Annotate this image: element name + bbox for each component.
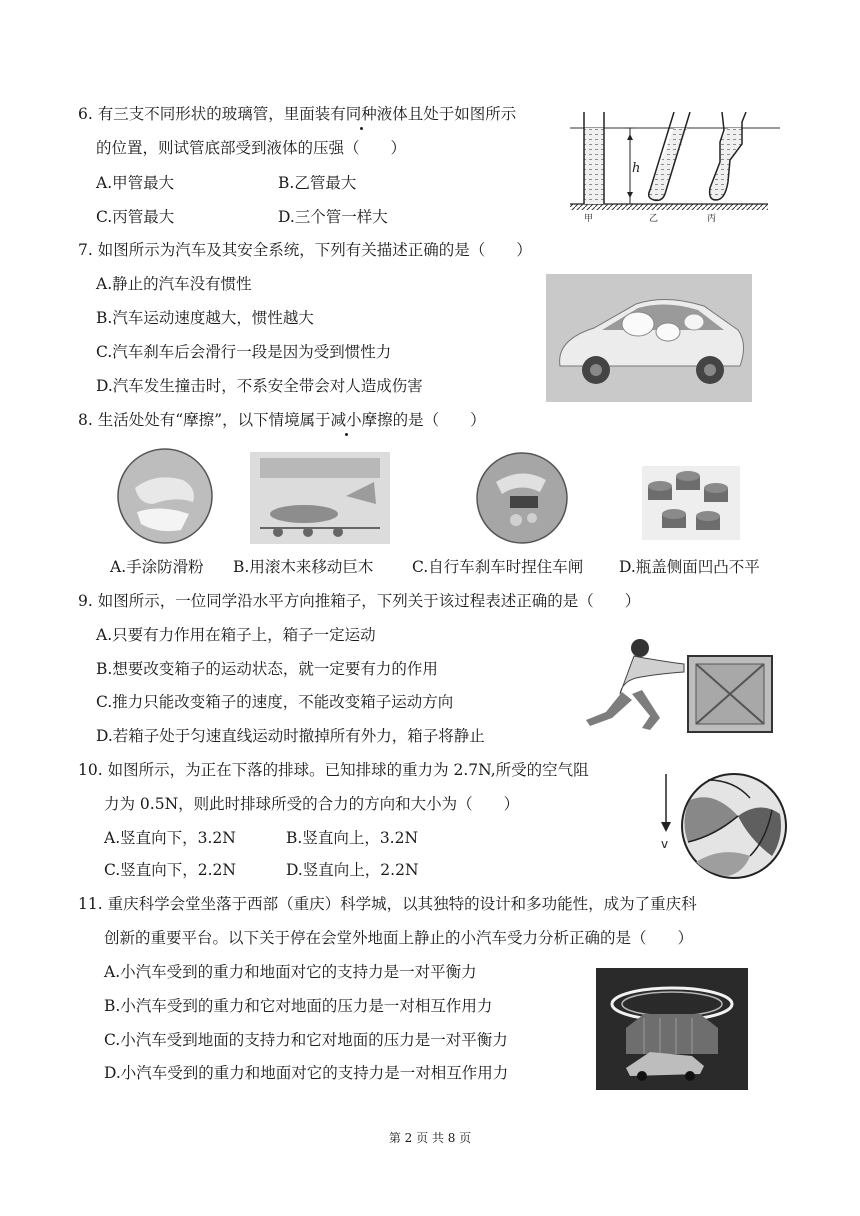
hand-powder-photo bbox=[117, 448, 213, 544]
q9-option-d[interactable]: D.若箱子处于匀速直线运动时撤掉所有外力，箱子将静止 bbox=[96, 727, 485, 745]
q8-option-b[interactable]: B.用滚木来移动巨木 bbox=[233, 558, 374, 576]
science-hall-photo bbox=[596, 968, 748, 1090]
falling-volleyball-figure bbox=[652, 770, 790, 882]
q6-emphasis: 同种 bbox=[345, 105, 377, 123]
q9-option-b[interactable]: B.想要改变箱子的运动状态，就一定要有力的作用 bbox=[96, 660, 438, 678]
q7-stem: 7. 如图所示为汽车及其安全系统，下列有关描述正确的是（ ） bbox=[78, 241, 532, 259]
glass-tubes-figure bbox=[570, 112, 780, 224]
tube-label-bing: 丙 bbox=[707, 214, 717, 224]
q8-option-d[interactable]: D.瓶盖侧面凹凸不平 bbox=[619, 558, 760, 576]
q10-stem-line1: 10. 如图所示，为正在下落的排球。已知排球的重力为 2.7N,所受的空气阻 bbox=[78, 761, 589, 779]
tube-label-jia: 甲 bbox=[584, 214, 594, 224]
q8-emphasis: 减小 bbox=[330, 411, 362, 429]
q11-stem-line2: 创新的重要平台。以下关于停在会堂外地面上静止的小汽车受力分析正确的是（ ） bbox=[104, 929, 694, 947]
q7-option-d[interactable]: D.汽车发生撞击时，不系安全带会对人造成伤害 bbox=[96, 377, 423, 395]
q6-option-b[interactable]: B.乙管最大 bbox=[278, 174, 357, 192]
q11-option-a[interactable]: A.小汽车受到的重力和地面对它的支持力是一对平衡力 bbox=[104, 963, 477, 981]
q7-option-a[interactable]: A.静止的汽车没有惯性 bbox=[96, 275, 252, 293]
q10-option-a[interactable]: A.竖直向下，3.2N bbox=[104, 829, 236, 847]
pushing-box-illustration bbox=[576, 628, 776, 736]
q6-option-d[interactable]: D.三个管一样大 bbox=[278, 208, 388, 226]
bottle-caps-photo bbox=[642, 466, 740, 540]
q6-option-c[interactable]: C.丙管最大 bbox=[96, 208, 175, 226]
q6-stem-line1: 6. 有三支不同形状的玻璃管，里面装有同种液体且处于如图所示 bbox=[78, 105, 517, 123]
q9-option-c[interactable]: C.推力只能改变箱子的速度，不能改变箱子运动方向 bbox=[96, 693, 454, 711]
q8-option-c[interactable]: C.自行车刹车时捏住车闸 bbox=[412, 558, 584, 576]
q10-stem-line2: 力为 0.5N，则此时排球所受的合力的方向和大小为（ ） bbox=[104, 795, 520, 813]
height-label: h bbox=[632, 161, 641, 176]
q10-option-c[interactable]: C.竖直向下，2.2N bbox=[104, 861, 236, 879]
velocity-label: v bbox=[661, 837, 669, 851]
q6-stem-line2: 的位置，则试管底部受到液体的压强（ ） bbox=[96, 139, 407, 157]
tube-label-yi: 乙 bbox=[649, 214, 659, 224]
q8-stem: 8. 生活处处有“摩擦”，以下情境属于减小摩擦的是（ ） bbox=[78, 411, 486, 429]
q11-option-b[interactable]: B.小汽车受到的重力和它对地面的压力是一对相互作用力 bbox=[104, 997, 493, 1015]
rolling-logs-illustration bbox=[250, 452, 390, 544]
q7-option-b[interactable]: B.汽车运动速度越大，惯性越大 bbox=[96, 309, 314, 327]
q9-option-a[interactable]: A.只要有力作用在箱子上，箱子一定运动 bbox=[96, 626, 376, 644]
q11-stem-line1: 11. 重庆科学会堂坐落于西部（重庆）科学城，以其独特的设计和多功能性，成为了重庆科 bbox=[78, 895, 697, 913]
bicycle-brake-photo bbox=[476, 452, 568, 544]
q11-option-c[interactable]: C.小汽车受到地面的支持力和它对地面的压力是一对平衡力 bbox=[104, 1031, 508, 1049]
q11-option-d[interactable]: D.小汽车受到的重力和地面对它的支持力是一对相互作用力 bbox=[104, 1064, 509, 1082]
q8-option-a[interactable]: A.手涂防滑粉 bbox=[110, 558, 204, 576]
page-number-footer: 第 2 页 共 8 页 bbox=[388, 1131, 472, 1145]
car-safety-photo bbox=[546, 274, 752, 402]
q7-option-c[interactable]: C.汽车刹车后会滑行一段是因为受到惯性力 bbox=[96, 343, 392, 361]
q6-option-a[interactable]: A.甲管最大 bbox=[96, 174, 175, 192]
q9-stem: 9. 如图所示，一位同学沿水平方向推箱子，下列关于该过程表述正确的是（ ） bbox=[78, 592, 641, 610]
q10-option-b[interactable]: B.竖直向上，3.2N bbox=[286, 829, 419, 847]
q10-option-d[interactable]: D.竖直向上，2.2N bbox=[286, 861, 419, 879]
